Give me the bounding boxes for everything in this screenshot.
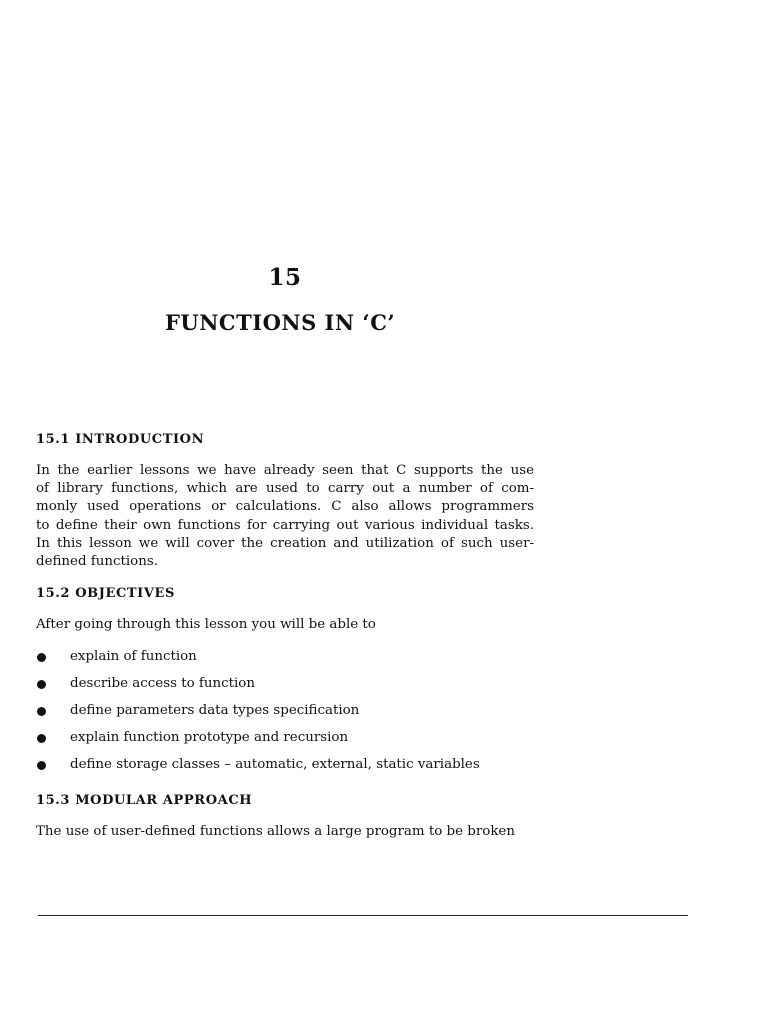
bullet-icon	[37, 707, 46, 716]
modular-approach-text: The use of user-defined functions allows a large program to be broken	[36, 824, 515, 839]
section-heading-modular-approach: 15.3 MODULAR APPROACH	[36, 793, 253, 808]
paragraph-line: In this lesson we will cover the creation and utilization of such user-	[36, 535, 534, 551]
section-heading-introduction: 15.1 INTRODUCTION	[36, 432, 205, 447]
bullet-icon	[37, 734, 46, 743]
list-item-text: describe access to function	[70, 676, 255, 691]
objectives-intro: After going through this lesson you will be able to	[36, 617, 376, 632]
paragraph-line: defined functions.	[36, 554, 158, 570]
paragraph-line: of library functions, which are used to carry out a number of com-	[36, 481, 534, 497]
footer-divider	[38, 915, 688, 916]
section-heading-objectives: 15.2 OBJECTIVES	[36, 586, 176, 601]
chapter-title: FUNCTIONS IN ‘C’	[165, 310, 396, 335]
paragraph-line: to define their own functions for carrying out various individual tasks.	[36, 517, 534, 533]
chapter-number: 15	[268, 264, 302, 291]
list-item-text: explain of function	[70, 649, 197, 664]
bullet-icon	[37, 761, 46, 770]
paragraph-line: In the earlier lessons we have already seen that C supports the use	[36, 463, 534, 478]
paragraph-line: monly used operations or calculations. C also allows programmers	[36, 499, 534, 515]
list-item-text: define storage classes – automatic, external, static variables	[70, 757, 480, 772]
introduction-paragraph	[36, 462, 534, 571]
bullet-icon	[37, 680, 46, 689]
list-item-text: explain function prototype and recursion	[70, 730, 349, 745]
bullet-icon	[37, 653, 46, 662]
list-item-text: define parameters data types specification	[70, 703, 360, 718]
